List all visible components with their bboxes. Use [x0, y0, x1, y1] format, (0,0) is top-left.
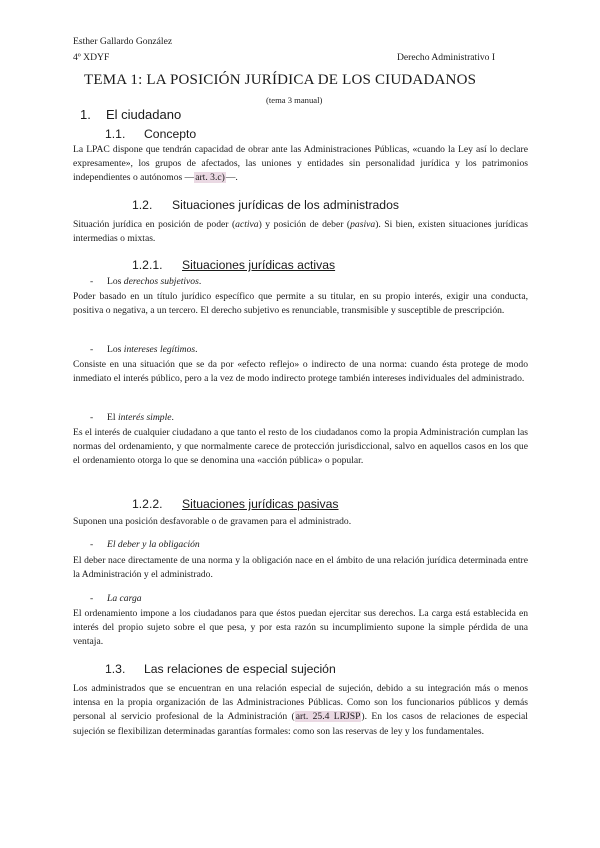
section-1-heading [80, 107, 181, 122]
concept-paragraph: La LPAC dispone que tendrán capacidad de obrar ante las Administraciones Públicas, «cuando la Ley así lo declare expresamente», los grupos de afectados, las uniones y entidades sin personalidad jurídica y los patrimonios independientes o autónomos —art. 3.c)—. [73, 144, 528, 184]
section-number: 1.1. [105, 127, 126, 141]
section-1-2-heading [132, 198, 399, 212]
page-title: TEMA 1: LA POSICIÓN JURÍDICA DE LOS CIUDADANOS [84, 72, 477, 88]
section-number: 1.2.1. [132, 258, 163, 272]
author-name: Esther Gallardo González [73, 36, 173, 47]
course-label: 4º XDYF [73, 52, 110, 63]
section-1-1-heading [105, 127, 196, 141]
deber-obligacion-paragraph: El deber nace directamente de una norma y la obligación nace en el ámbito de una relación jurídica determinada entre la Administración y el administrado. [73, 555, 528, 581]
section-1-2-2-heading [132, 497, 339, 511]
bullet-interes-simple: - El interés simple. [90, 412, 174, 423]
legal-reference-highlight: art. 25.4 LRJSP [295, 711, 361, 723]
section-number: 1.2.2. [132, 497, 163, 511]
bullet-derechos-subjetivos: - Los derechos subjetivos. [90, 276, 202, 287]
bullet-deber-obligacion: - El deber y la obligación [90, 539, 200, 550]
section-title: Situaciones jurídicas de los administrados [172, 198, 399, 212]
bullet-intereses-legitimos: - Los intereses legítimos. [90, 344, 198, 355]
section-1-3-heading [105, 662, 336, 676]
situations-paragraph: Situación jurídica en posición de poder (activa) y posición de deber (pasiva). Si bien, existen situaciones jurídicas intermedias o mixtas. [73, 219, 528, 245]
section-1-2-1-heading [132, 258, 335, 272]
pasivas-intro-paragraph: Suponen una posición desfavorable o de gravamen para el administrado. [73, 516, 352, 527]
especial-sujecion-paragraph: Los administrados que se encuentran en una relación especial de sujeción, debido a su integración más o menos intensa en la propia organización de las Administraciones Públicas. Como son los funcionarios públicos y demás personal al servicio profesional de la Administración (art. 25.4 LRJSP). En los casos de relaciones de especial sujeción se flexibilizan determinadas garantías formales: como son las reservas de ley y los fundamentales. [73, 683, 528, 737]
page-subtitle: (tema 3 manual) [266, 95, 323, 105]
section-number: 1. [80, 107, 91, 122]
section-title: Situaciones jurídicas activas [182, 258, 336, 272]
section-number: 1.3. [105, 662, 126, 676]
intereses-legitimos-paragraph: Consiste en una situación que se da por «efecto reflejo» o indirecto de una norma: cuando ésta protege de modo inmediato el interés público, pero a la vez de modo indirecto protege también intereses individuales del administrado. [73, 359, 528, 385]
section-number: 1.2. [132, 198, 153, 212]
legal-reference-highlight: art. 3.c) [195, 172, 225, 184]
section-title: Situaciones jurídicas pasivas [182, 497, 339, 511]
carga-paragraph: El ordenamiento impone a los ciudadanos para que éstos puedan ejercitar sus derechos. La carga está establecida en interés del propio sujeto sobre el que pesa, y por esta razón su incumplimiento supone la simple pérdida de una ventaja. [73, 608, 528, 648]
section-title: Las relaciones de especial sujeción [144, 662, 336, 676]
subject-label: Derecho Administrativo I [397, 52, 496, 63]
bullet-carga: - La carga [90, 593, 142, 604]
derechos-subjetivos-paragraph: Poder basado en un título jurídico específico que permite a su titular, en su propio interés, exigir una conducta, positiva o negativa, a un tercero. El derecho subjetivo es renunciable, transmisible y susceptible de prescripción. [73, 291, 528, 317]
section-title: El ciudadano [106, 107, 182, 122]
interes-simple-paragraph: Es el interés de cualquier ciudadano a que tanto el resto de los ciudadanos como la propia Administración cumplan las normas del ordenamiento, y que normalmente carece de protección jurisdiccional, salvo en aquellos casos en los que el ordenamiento otorga lo que se denomina una «acción pública» o popular. [73, 427, 528, 467]
section-title: Concepto [144, 127, 197, 141]
